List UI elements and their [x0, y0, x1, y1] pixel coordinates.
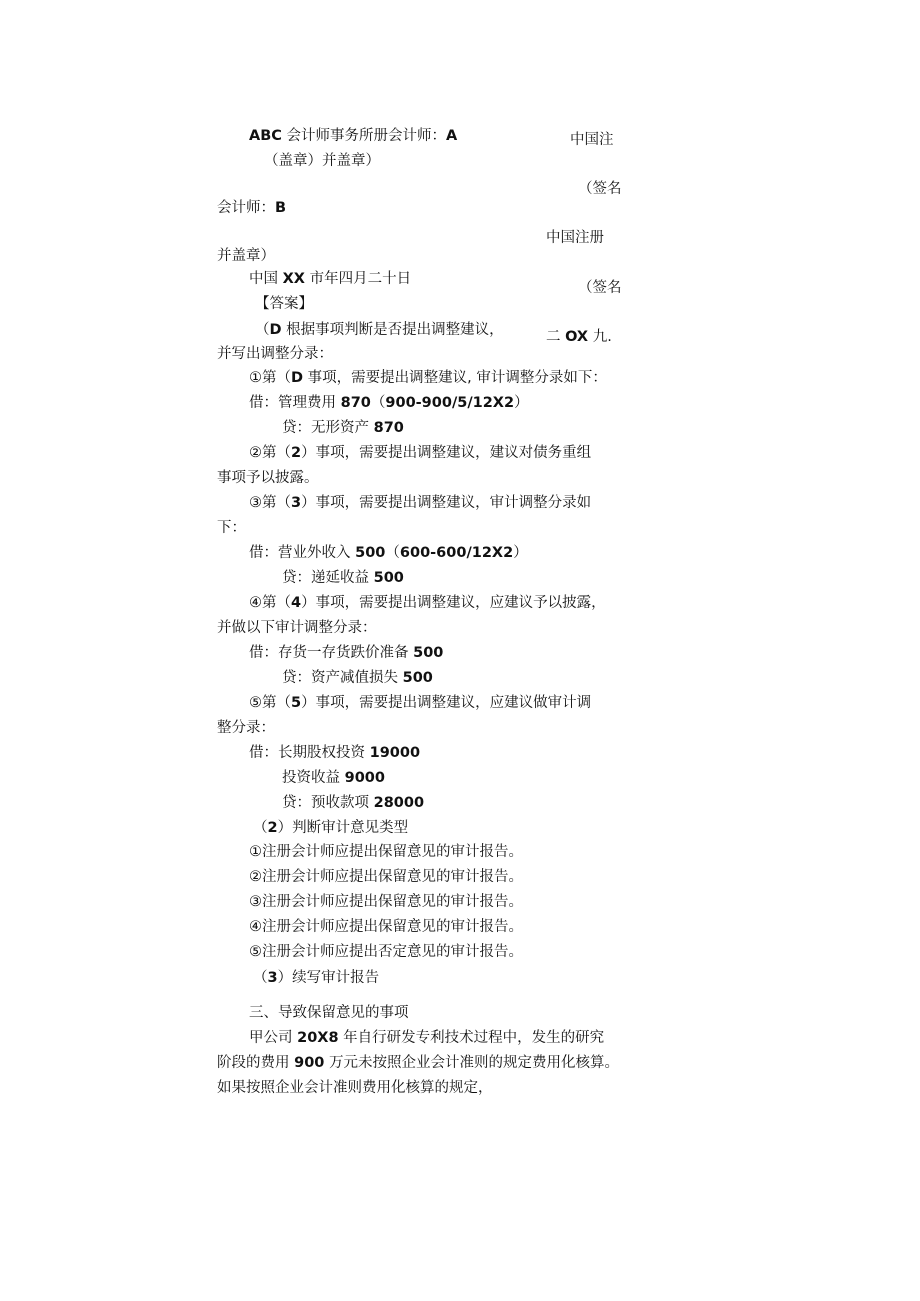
report-body-line: 阶段的费用 900 万元未按照企业会计准则的规定费用化核算。 — [217, 1055, 619, 1071]
item-3-line: ③第（3）事项，需要提出调整建议，审计调整分录如 — [249, 495, 592, 511]
journal-debit-3: 借：营业外收入 500（600-600/12X2） — [249, 545, 528, 561]
right-fragment-4: （签名 — [578, 280, 622, 296]
journal-credit-4: 贷：资产减值损失 500 — [282, 670, 433, 686]
opinion-line: ①注册会计师应提出保留意见的审计报告。 — [249, 844, 523, 860]
journal-credit-1: 贷：无形资产 870 — [282, 420, 404, 436]
journal-debit-5b: 投资收益 9000 — [282, 770, 385, 786]
seal-line-2: 并盖章） — [217, 248, 275, 264]
right-fragment-3: 中国注册 — [546, 230, 604, 246]
accountant-b-line: 会计师：B — [217, 200, 287, 216]
report-body-line: 甲公司 20X8 年自行研发专利技术过程中，发生的研究 — [249, 1030, 605, 1046]
section-2-heading: （2）判断审计意见类型 — [253, 820, 409, 836]
answer-heading: 【答案】 — [255, 296, 313, 312]
seal-line: （盖章）并盖章） — [264, 153, 380, 169]
report-heading: 三、导致保留意见的事项 — [249, 1005, 409, 1021]
journal-debit-1: 借：管理费用 870（900-900/5/12X2） — [249, 395, 529, 411]
right-fragment-5: 二 OX 九. — [546, 329, 612, 345]
report-body-line: 如果按照企业会计准则费用化核算的规定， — [217, 1080, 493, 1096]
body-line: 并写出调整分录： — [217, 346, 333, 362]
date-line: 中国 XX 市年四月二十日 — [249, 271, 412, 287]
journal-debit-5a: 借：长期股权投资 19000 — [249, 745, 421, 761]
body-line: 并做以下审计调整分录： — [217, 620, 377, 636]
opinion-line: ④注册会计师应提出保留意见的审计报告。 — [249, 919, 523, 935]
opinion-line: ②注册会计师应提出保留意见的审计报告。 — [249, 869, 523, 885]
body-line: 整分录： — [217, 720, 275, 736]
journal-credit-5: 贷：预收款项 28000 — [282, 795, 425, 811]
opinion-line: ⑤注册会计师应提出否定意见的审计报告。 — [249, 944, 523, 960]
opinion-line: ③注册会计师应提出保留意见的审计报告。 — [249, 894, 523, 910]
item-5-line: ⑤第（5）事项，需要提出调整建议，应建议做审计调 — [249, 695, 592, 711]
item-4-line: ④第（4）事项，需要提出调整建议，应建议予以披露， — [249, 595, 606, 611]
section-1-heading: （D 根据事项判断是否提出调整建议， — [255, 322, 504, 338]
item-1-line: ①第（D 事项，需要提出调整建议, 审计调整分录如下： — [249, 370, 607, 386]
right-fragment-1: 中国注 — [570, 132, 614, 148]
body-line: 下： — [217, 520, 246, 536]
item-2-line: ②第（2）事项，需要提出调整建议，建议对债务重组 — [249, 445, 592, 461]
firm-signature-line: ABC 会计师事务所册会计师：A — [249, 128, 458, 144]
journal-debit-4: 借：存货一存货跌价准备 500 — [249, 645, 444, 661]
journal-credit-3: 贷：递延收益 500 — [282, 570, 404, 586]
body-line: 事项予以披露。 — [217, 470, 319, 486]
right-fragment-2: （签名 — [578, 181, 622, 197]
section-3-heading: （3）续写审计报告 — [253, 970, 380, 986]
